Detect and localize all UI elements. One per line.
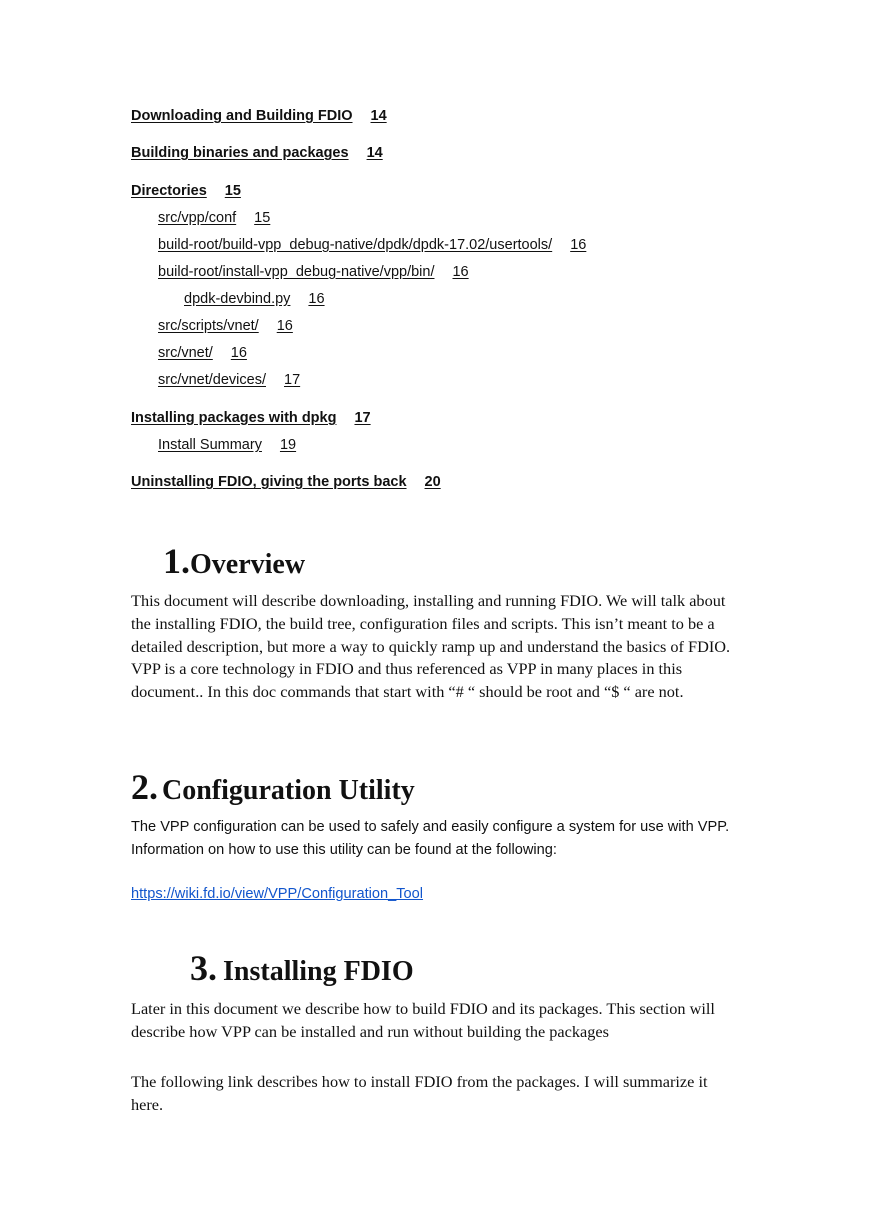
toc-entry-page: 15 — [254, 210, 271, 226]
toc-entry-installing-dpkg[interactable] — [131, 408, 371, 428]
toc-entry-usertools[interactable] — [158, 235, 586, 255]
installing-paragraph: Later in this document we describe how to build FDIO and its packages. This section will describe how VPP can be installed and run without building the packages — [131, 999, 715, 1041]
section-title: Installing FDIO — [223, 956, 414, 987]
toc-entry-title: Downloading and Building FDIO — [131, 108, 353, 124]
section-heading-overview — [163, 540, 305, 582]
toc-entry-page: 17 — [354, 410, 371, 426]
toc-entry-directories[interactable] — [131, 181, 241, 201]
section-number: 2. — [131, 767, 158, 807]
section-number: 3. — [190, 948, 217, 988]
toc-entry-src-scripts-vnet[interactable] — [158, 316, 293, 336]
toc-entry-page: 20 — [424, 474, 441, 490]
toc-entry-title: src/vnet/ — [158, 345, 213, 361]
configuration-paragraph: The VPP configuration can be used to safely and easily configure a system for use with VPP. Information on how to use this utility can be found at the following: — [131, 819, 730, 858]
toc-entry-src-vnet-devices[interactable] — [158, 370, 300, 390]
configuration-tool-link[interactable]: https://wiki.fd.io/view/VPP/Configuration_Tool — [131, 886, 424, 902]
toc-entry-page: 19 — [279, 437, 297, 453]
toc-entry-title: dpdk-devbind.py — [184, 291, 291, 307]
toc-entry-building-binaries[interactable] — [131, 143, 383, 163]
toc-entry-title: build-root/install-vpp_debug-native/vpp/bin/ — [158, 264, 435, 280]
toc-entry-page: 16 — [308, 291, 325, 307]
toc-entry-downloading-building[interactable] — [131, 106, 387, 126]
toc-entry-src-vpp-conf[interactable] — [158, 208, 270, 228]
toc-entry-page: 16 — [452, 264, 469, 280]
toc-entry-title: src/scripts/vnet/ — [158, 318, 259, 334]
installing-paragraph-2: The following link describes how to install FDIO from the packages. I will summarize it here. — [131, 1072, 708, 1114]
toc-entry-page: 16 — [276, 318, 293, 334]
toc-entry-page: 16 — [230, 345, 247, 361]
toc-entry-title: Install Summary — [158, 437, 262, 453]
toc-entry-page: 15 — [224, 183, 241, 199]
toc-entry-page: 16 — [570, 237, 587, 253]
toc-entry-title: Installing packages with dpkg — [131, 410, 337, 426]
toc-entry-uninstalling[interactable] — [131, 472, 441, 492]
toc-entry-dpdk-devbind[interactable] — [184, 289, 325, 309]
section-number: 1. — [163, 541, 190, 581]
section-title: Overview — [190, 549, 306, 580]
toc-entry-title: Uninstalling FDIO, giving the ports back — [131, 474, 407, 490]
toc-entry-title: src/vpp/conf — [158, 210, 237, 226]
toc-entry-src-vnet[interactable] — [158, 343, 247, 363]
toc-entry-vpp-bin[interactable] — [158, 262, 469, 282]
toc-entry-title: Directories — [131, 183, 207, 199]
toc-entry-page: 14 — [366, 145, 383, 161]
section-heading-installing-fdio — [190, 947, 414, 989]
section-heading-configuration-utility — [131, 766, 415, 808]
toc-entry-title: Building binaries and packages — [131, 145, 349, 161]
toc-entry-page: 17 — [284, 372, 301, 388]
toc-entry-page: 14 — [370, 108, 387, 124]
toc-entry-install-summary[interactable] — [158, 435, 296, 455]
toc-entry-title: build-root/build-vpp_debug-native/dpdk/dpdk-17.02/usertools/ — [158, 237, 553, 253]
toc-entry-title: src/vnet/devices/ — [158, 372, 266, 388]
section-title: Configuration Utility — [162, 775, 415, 806]
overview-paragraph: This document will describe downloading, installing and running FDIO. We will talk about the installing FDIO, the build tree, configuration files and scripts. This isn’t meant to be a detailed description, but more a way to quickly ramp up and understand the basics of FDIO. VPP is a core technology in FDIO and thus referenced as VPP in many places in this document.. In this doc commands that start with “# “ should be root and “$ “ are not. — [131, 591, 731, 702]
